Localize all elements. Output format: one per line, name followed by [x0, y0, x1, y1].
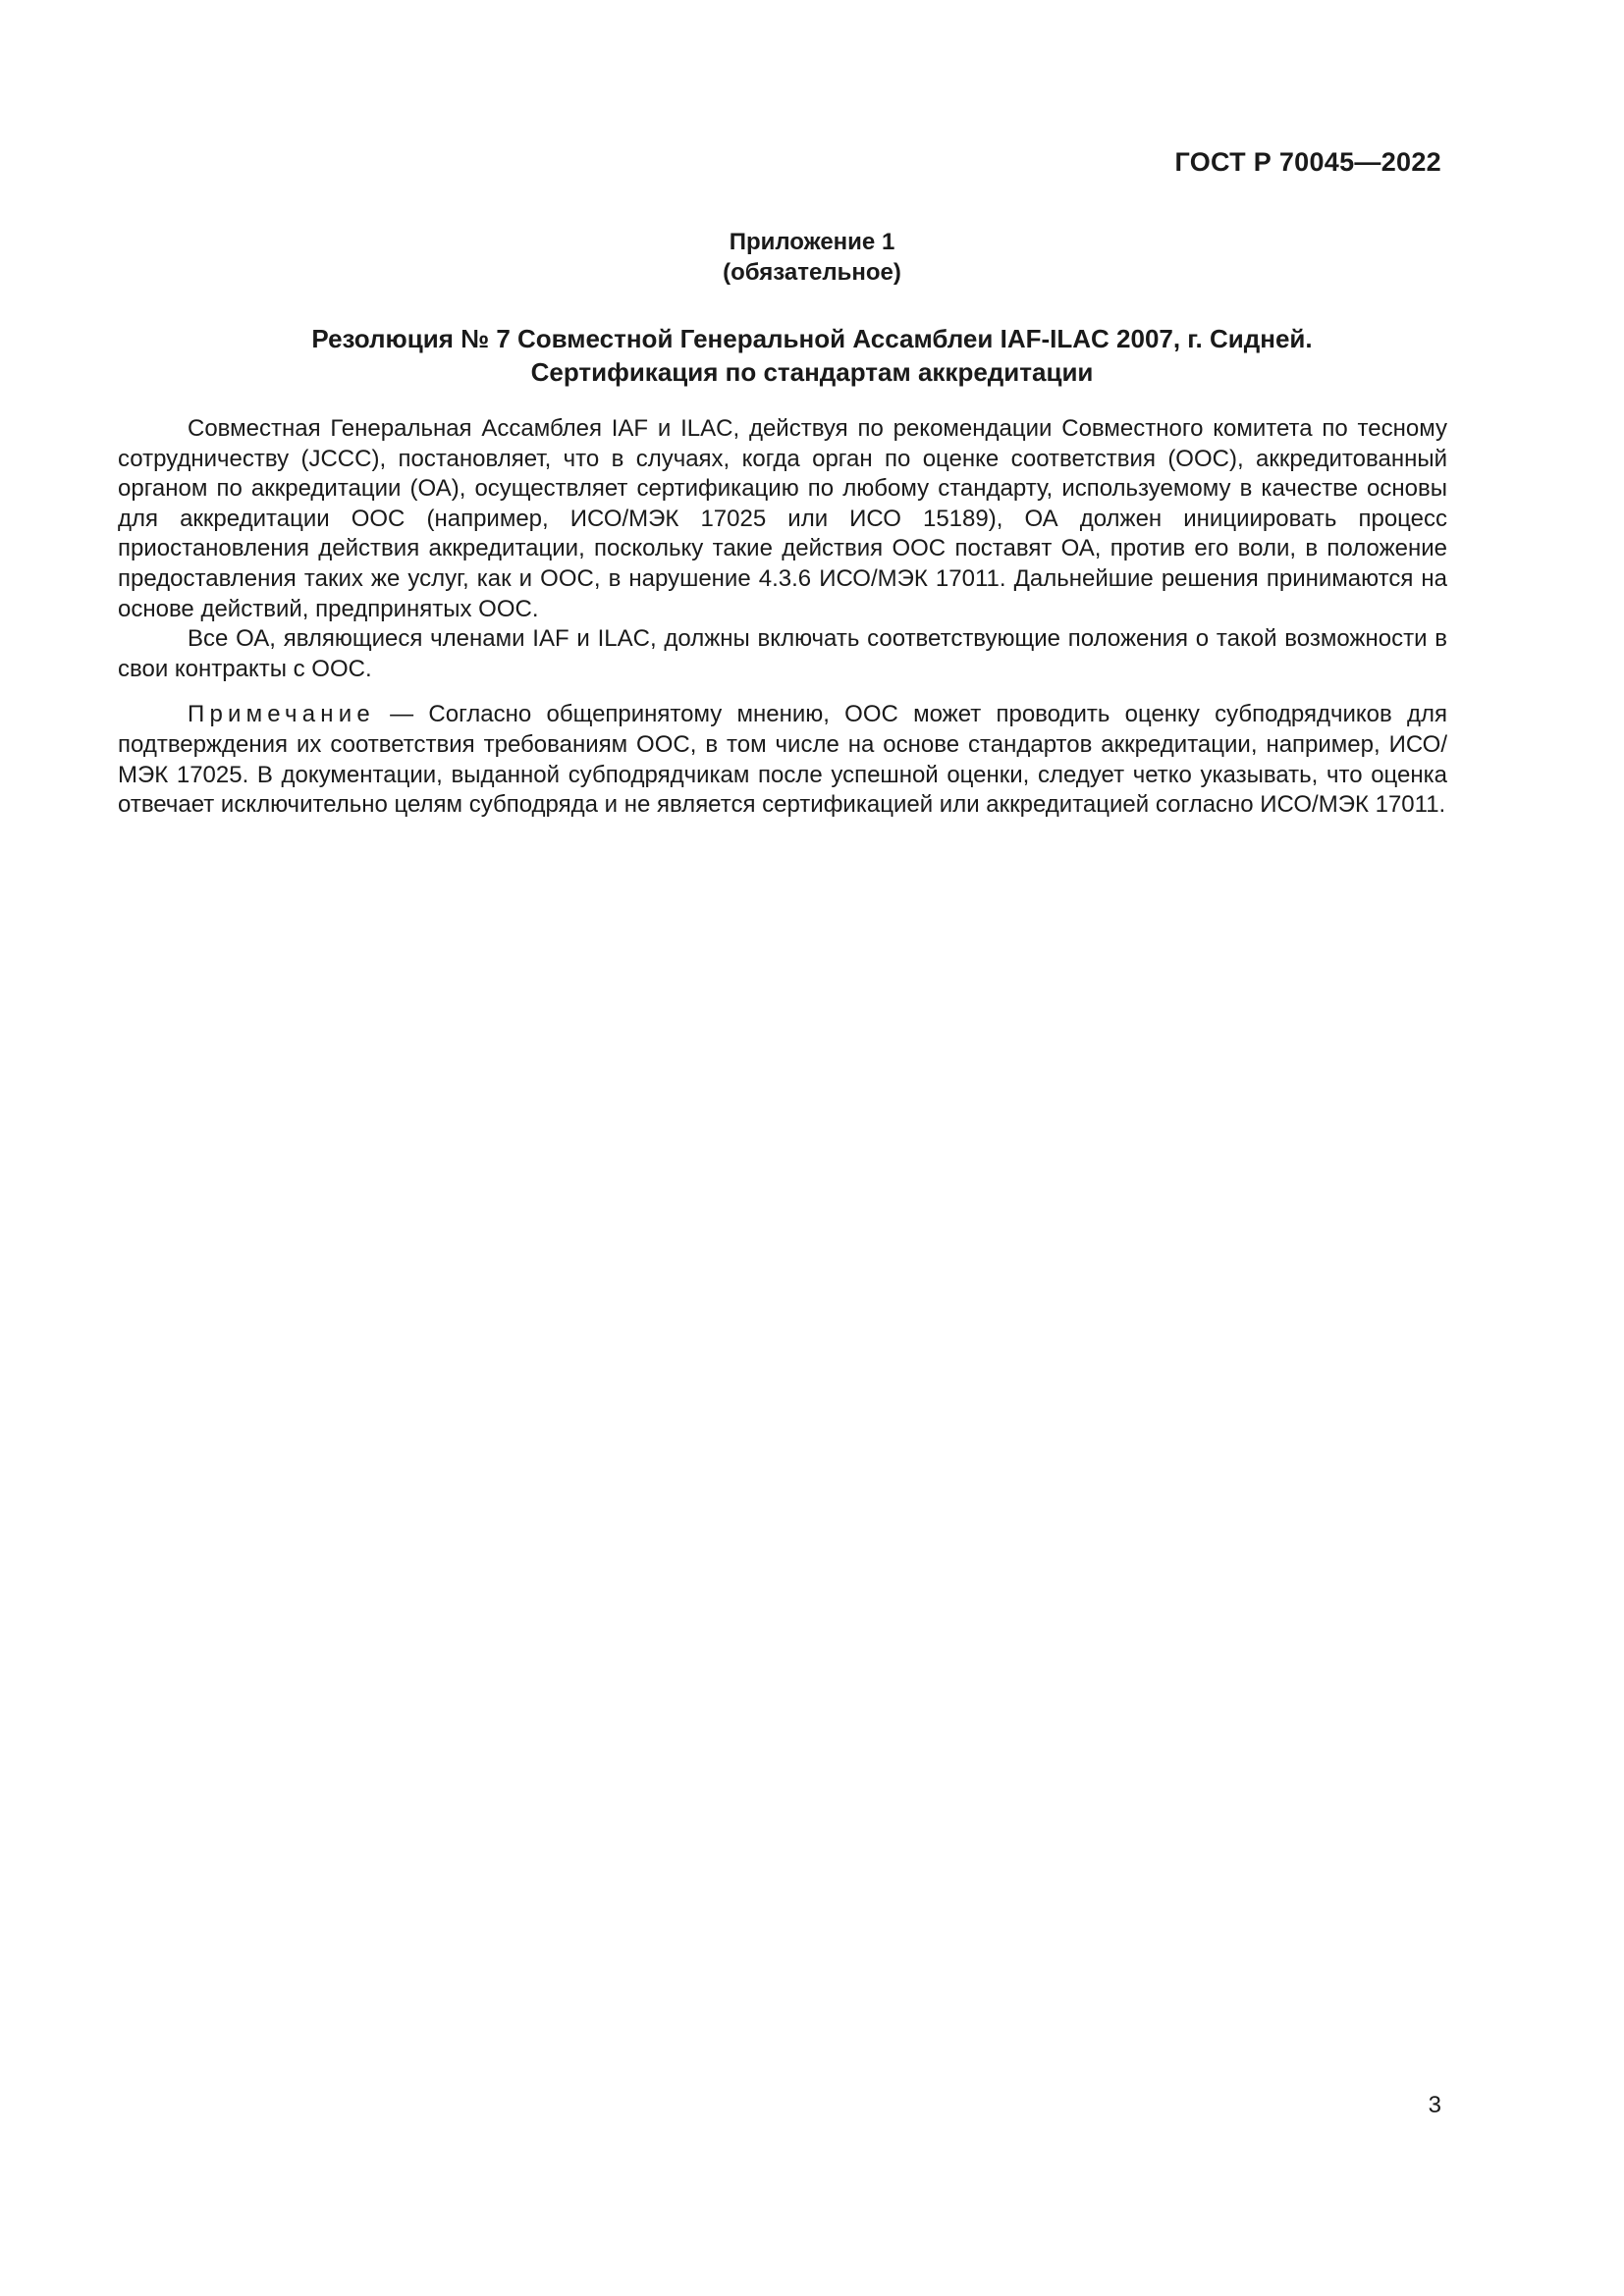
document-title	[177, 322, 1447, 389]
appendix-heading	[0, 227, 1624, 288]
paragraph-members: Все ОА, являющиеся членами IAF и ILAC, должны включать соответствующие положения о такой возможности в свои контракты с ООС.	[118, 625, 1447, 682]
note-label: Примечание	[188, 701, 375, 728]
appendix-label: Приложение 1	[729, 229, 895, 255]
note-paragraph	[118, 700, 1447, 820]
title-line-2: Сертификация по стандартам аккредитации	[530, 357, 1094, 387]
page-number: 3	[1428, 2092, 1441, 2118]
standard-code: ГОСТ Р 70045—2022	[1174, 147, 1441, 177]
appendix-status: (обязательное)	[723, 259, 901, 286]
note-text: — Согласно общепринятому мнению, ООС может проводить оценку субподрядчиков для подтверждения их соответствия требованиям ООС, в том числе на основе стандартов аккредитации, например, ИСО/МЭК 17025. В документации, выданной субподрядчикам после успешной оценки, следует четко указывать, что оценка отвечает исключительно целям субподряда и не является сертификацией или аккредитацией согласно ИСО/МЭК 17011.	[118, 701, 1447, 819]
title-line-1: Резолюция № 7 Совместной Генеральной Ассамблеи IAF-ILAC 2007, г. Сидней.	[311, 324, 1313, 353]
paragraph-resolution: Совместная Генеральная Ассамблея IAF и ILAC, действуя по рекомендации Совместного комитета по тесному сотрудничеству (JCCC), постановляет, что в случаях, когда орган по оценке соответствия (ООС), аккредитованный органом по аккредитации (ОА), осуществляет сертификацию по любому стандарту, используемому в качестве основы для аккредитации ООС (например, ИСО/МЭК 17025 или ИСО 15189), ОА должен инициировать процесс приостановления действия аккредитации, поскольку такие действия ООС поставят ОА, против его воли, в положение предоставления таких же услуг, как и ООС, в нарушение 4.3.6 ИСО/МЭК 17011. Дальнейшие решения принимаются на основе действий, предпринятых ООС.	[118, 415, 1447, 622]
document-body	[118, 414, 1447, 821]
